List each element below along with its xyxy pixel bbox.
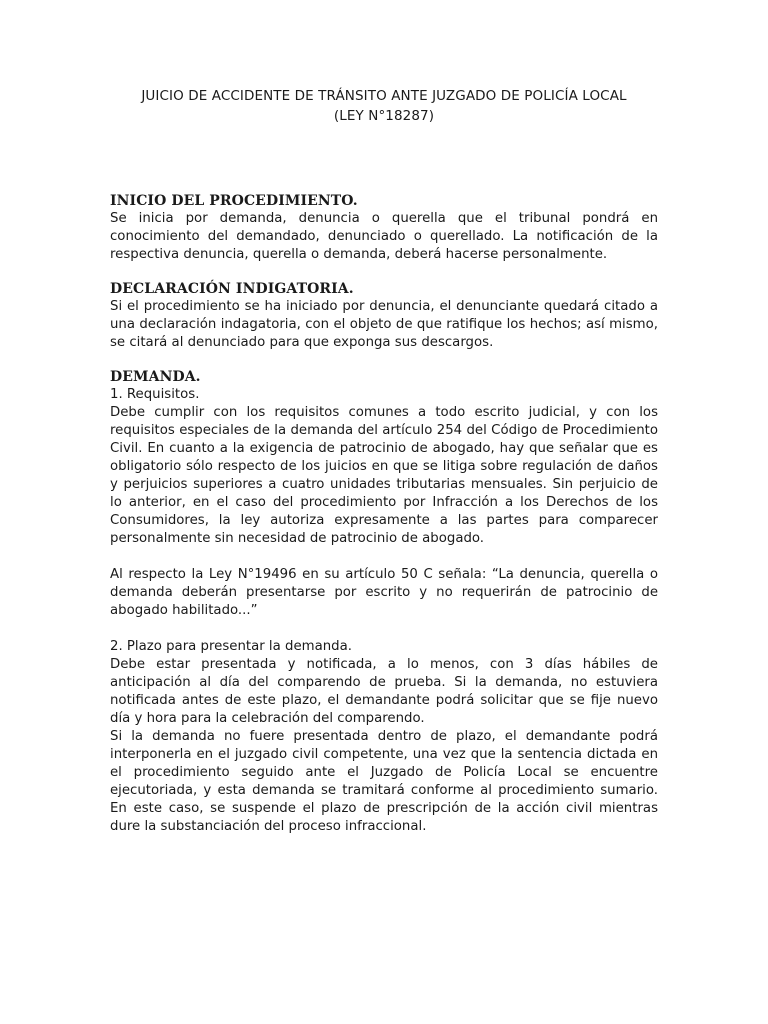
subsection-title-requisitos: 1. Requisitos. xyxy=(110,387,200,402)
requisitos-paragraph: Debe cumplir con los requisitos comunes a todo escrito judicial, y con los requisitos especiales de la demanda del artículo 254 del Código de Procedimiento Civil. En cuanto a la exigencia de patrocinio de abogado, hay que señalar que es obligatorio sólo respecto de los juicios en que se litiga sobre regulación de daños y perjuicios superiores a cuatro unidades tributarias mensuales. Sin perjuicio de lo anterior, en el caso del procedimiento por Infracción a los Derechos de los Consumidores, la ley autoriza expresamente a las partes para comparecer personalmente sin necesidad de patrocinio de abogado. xyxy=(110,405,658,546)
section-heading: INICIO DEL PROCEDIMIENTO. xyxy=(110,193,358,209)
section-inicio xyxy=(110,192,658,264)
ley-quote-paragraph: Al respecto la Ley N°19496 en su artículo 50 C señala: “La denuncia, querella o demanda deberán presentarse por escrito y no requerirán de patrocinio de abogado habilitado...” xyxy=(110,567,658,618)
title-line-2: (LEY N°18287) xyxy=(333,108,435,124)
plazo-paragraph-2: Si la demanda no fuere presentada dentro de plazo, el demandante podrá interponerla en el juzgado civil competente, una vez que la sentencia dictada en el procedimiento seguido ante el Juzgado de Policía Local se encuentre ejecutoriada, y esta demanda se tramitará conforme al procedimiento sumario. En este caso, se suspende el plazo de prescripción de la acción civil mientras dure la substanciación del proceso infraccional. xyxy=(110,729,658,834)
section-declaracion xyxy=(110,280,658,352)
section-paragraph: Se inicia por demanda, denuncia o querella que el tribunal pondrá en conocimiento del demandado, denunciado o querellado. La notificación de la respectiva denuncia, querella o demanda, deberá hacerse personalmente. xyxy=(110,211,658,262)
section-heading: DECLARACIÓN INDIGATORIA. xyxy=(110,281,354,297)
title-line-1: JUICIO DE ACCIDENTE DE TRÁNSITO ANTE JUZGADO DE POLICÍA LOCAL xyxy=(141,88,627,104)
plazo-paragraph-1: Debe estar presentada y notificada, a lo menos, con 3 días hábiles de anticipación al día del comparendo de prueba. Si la demanda, no estuviera notificada antes de este plazo, el demandante podrá solicitar que se fije nuevo día y hora para la celebración del comparendo. xyxy=(110,657,658,726)
section-heading: DEMANDA. xyxy=(110,369,201,385)
section-paragraph: Si el procedimiento se ha iniciado por denuncia, el denunciante quedará citado a una declaración indagatoria, con el objeto de que ratifique los hechos; así mismo, se citará al denunciado para que exponga sus descargos. xyxy=(110,299,658,350)
section-demanda xyxy=(110,368,658,836)
document-title xyxy=(110,86,658,126)
subsection-title-plazo: 2. Plazo para presentar la demanda. xyxy=(110,639,352,654)
